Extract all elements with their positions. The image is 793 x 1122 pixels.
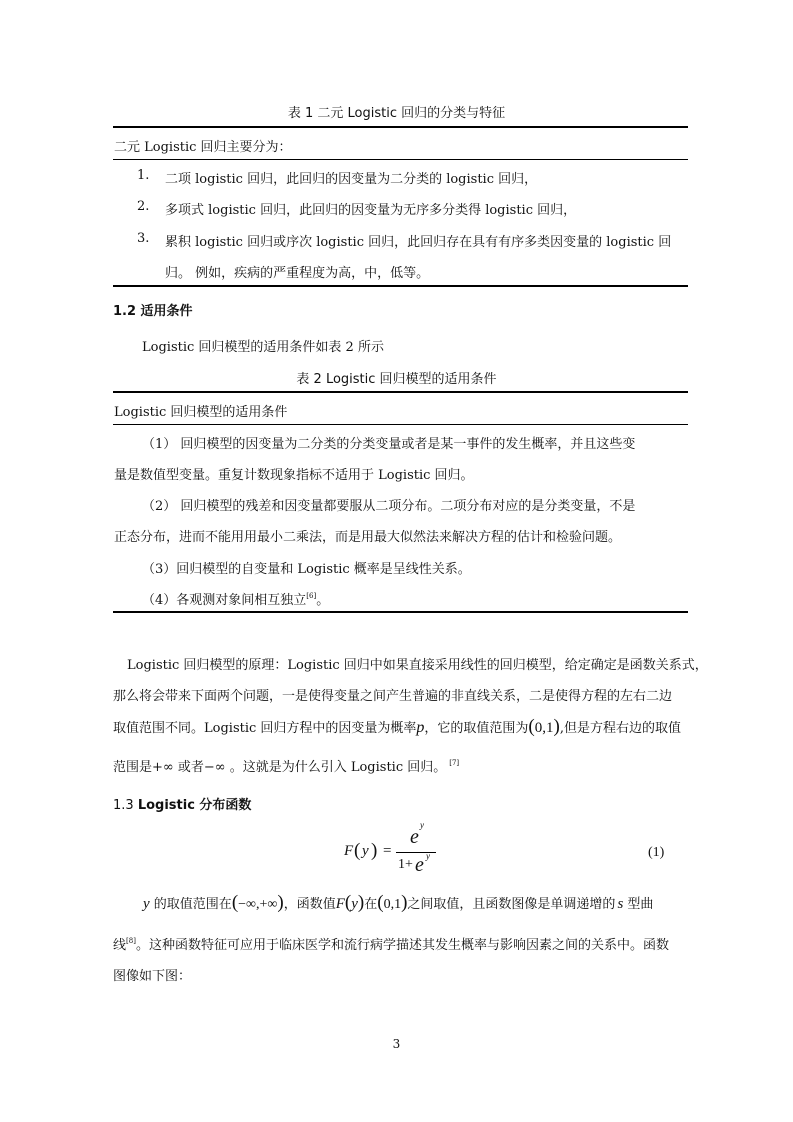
- table-1-item-3-num: 3.: [137, 231, 150, 246]
- formula-numerator-exponent: y: [420, 820, 424, 830]
- principle-line-3: [113, 716, 681, 738]
- formula-F: F: [344, 843, 354, 859]
- range-line-2-a: 线: [113, 938, 127, 953]
- formula-number: (1): [648, 845, 665, 860]
- paren-close: ): [553, 716, 560, 737]
- table-1-caption: 表 1 二元 Logistic 回归的分类与特征: [287, 106, 506, 121]
- range-y: y: [143, 896, 150, 912]
- range-line-2: [113, 934, 669, 953]
- formula-paren-open: (: [354, 840, 361, 861]
- range-interval-0-1: 0,1: [383, 897, 402, 912]
- range-paren-open-2: (: [344, 892, 352, 913]
- table-2-bottom-rule: [113, 611, 688, 613]
- table-1-header-rule: [113, 159, 688, 160]
- logistic-formula: [340, 820, 460, 876]
- table-2-header-rule: [113, 424, 688, 425]
- table-2-header: Logistic 回归模型的适用条件: [114, 405, 288, 420]
- range-paren-open-1: (: [231, 892, 239, 913]
- table-2-caption: 表 2 Logistic 回归模型的适用条件: [296, 372, 497, 387]
- table-1-item-3: 累积 logistic 回归或序次 logistic 回归，此回归存在具有有序多类因变量的 logistic 回: [165, 235, 672, 250]
- formula-paren-close: ): [371, 840, 378, 861]
- table-2-condition-4: [142, 589, 329, 608]
- range-fy: y: [351, 896, 358, 912]
- principle-line-1: Logistic 回归模型的原理：Logistic 回归中如果直接采用线性的回归模型，给定确定是函数关系式，: [127, 658, 708, 673]
- table-1-bottom-rule: [113, 285, 688, 287]
- principle-line-4-a: 范围是+∞ 或者−∞ 。这就是为什么引入 Logistic 回归。: [113, 760, 447, 775]
- interval-0-1: 0,1: [534, 720, 554, 736]
- range-text-b: ，函数值: [283, 897, 336, 912]
- table-2-condition-1-line-2: 量是数值型变量。重复计数现象指标不适用于 Logistic 回归。: [114, 468, 474, 483]
- range-interval-infinite: −∞,+∞: [238, 897, 278, 912]
- formula-numerator-e: e: [410, 826, 419, 848]
- principle-line-3-c: ,但是方程右边的取值: [559, 721, 681, 736]
- page-number: 3: [392, 1037, 401, 1051]
- range-text-a: 的取值范围在: [149, 897, 232, 912]
- table-2-condition-2-line-2: 正态分布，进而不能用用最小二乘法，而是用最大似然法来解决方程的估计和检验问题。: [114, 530, 622, 545]
- table-2-top-rule: [113, 391, 688, 393]
- table-1-item-1: 二项 logistic 回归，此回归的因变量为二分类的 logistic 回归，: [165, 172, 538, 187]
- range-line-2-b: 。这种函数特征可应用于临床医学和流行病学描述其发生概率与影响因素之间的关系中。函数: [135, 938, 669, 953]
- table-1-header: 二元 Logistic 回归主要分为：: [114, 140, 292, 155]
- principle-line-4: [113, 756, 459, 775]
- probability-symbol: p: [416, 719, 425, 736]
- range-line-1: [143, 892, 653, 914]
- table-1-item-3-continued: 归。 例如，疾病的严重程度为高，中，低等。: [165, 266, 430, 281]
- formula-denominator-one-plus: 1+: [398, 857, 413, 872]
- citation-7: [7]: [449, 759, 460, 767]
- range-text-e: 型曲: [623, 897, 654, 912]
- formula-fraction-bar: [396, 852, 436, 853]
- range-paren-close-1: ): [277, 892, 284, 913]
- table-1-item-2-num: 2.: [137, 199, 150, 214]
- citation-8: [8]: [126, 937, 136, 945]
- range-s: s: [617, 896, 624, 912]
- table-1-top-rule: [113, 126, 688, 128]
- table-1-item-1-num: 1.: [137, 168, 150, 183]
- formula-y: y: [362, 843, 369, 859]
- range-text-d: 之间取值，且函数图像是单调递增的: [407, 897, 616, 912]
- section-1-3-title: Logistic 分布函数: [137, 798, 252, 813]
- citation-6: [6]: [306, 592, 317, 600]
- formula-denominator-exponent: y: [426, 851, 430, 861]
- table-2-condition-4-text: （4）各观测对象间相互独立: [142, 593, 307, 608]
- table-1-item-2: 多项式 logistic 回归，此回归的因变量为无序多分类得 logistic 回归，: [165, 203, 577, 218]
- principle-line-3-b: ，它的取值范围为: [424, 721, 529, 736]
- section-1-2-heading: 1.2 适用条件: [113, 304, 193, 319]
- table-2-condition-1-line-1: （1） 回归模型的因变量为二分类的分类变量或者是某一事件的发生概率，并且这些变: [142, 437, 636, 452]
- paren-open: (: [528, 716, 535, 737]
- principle-line-3-a: 取值范围不同。Logistic 回归方程中的因变量为概率: [113, 721, 417, 736]
- section-1-3-number: 1.3: [113, 798, 138, 813]
- table-2-condition-4-end: 。: [316, 593, 330, 608]
- formula-equals: =: [383, 843, 392, 859]
- range-paren-close-2: ): [357, 892, 365, 913]
- principle-line-2: 那么将会带来下面两个问题，一是使得变量之间产生普遍的非直线关系，二是使得方程的左右二边: [113, 689, 673, 704]
- range-F: F: [335, 896, 345, 912]
- table-2-condition-3: （3）回归模型的自变量和 Logistic 概率是呈线性关系。: [142, 562, 471, 577]
- range-paren-open-3: (: [377, 892, 384, 913]
- table-2-condition-2-line-1: （2） 回归模型的残差和因变量都要服从二项分布。二项分布对应的是分类变量，不是: [142, 499, 636, 514]
- formula-denominator-e: e: [415, 854, 424, 876]
- section-1-2-intro: Logistic 回归模型的适用条件如表 2 所示: [142, 340, 384, 355]
- section-1-3-heading: [113, 794, 251, 813]
- range-text-c: 在: [364, 897, 378, 912]
- range-line-3: 图像如下图：: [113, 969, 192, 984]
- range-paren-close-3: ): [401, 892, 408, 913]
